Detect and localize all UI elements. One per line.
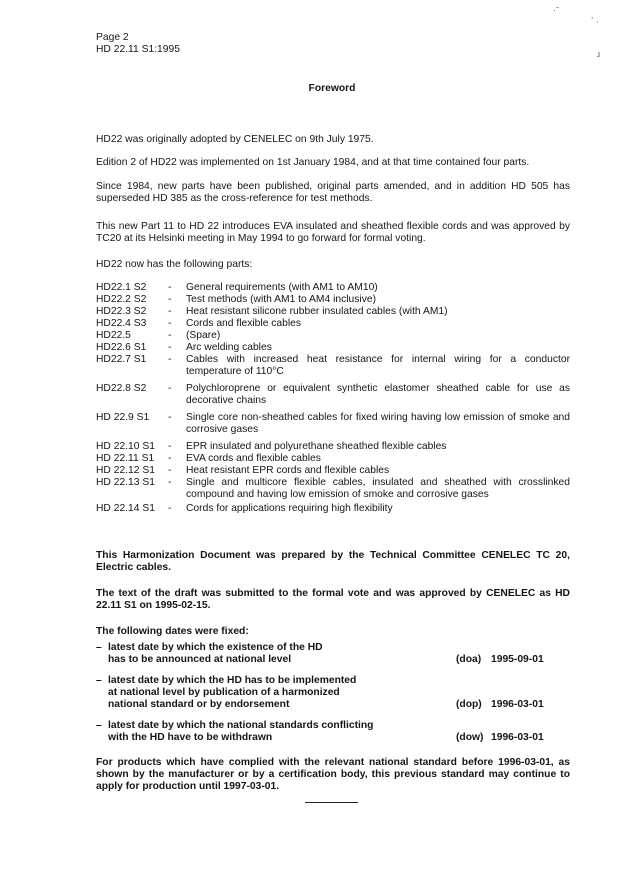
part-description: Polychloroprene or equivalent synthetic elastomer sheathed cable for use as decorative chains xyxy=(186,383,570,406)
part-dash: - xyxy=(168,282,172,293)
part-code: HD 22.10 S1 xyxy=(96,441,155,452)
part-dash: - xyxy=(168,306,172,317)
part-dash: - xyxy=(168,477,172,488)
part-description: Test methods (with AM1 to AM4 inclusive) xyxy=(186,294,376,305)
part-description: Cords for applications requiring high flexibility xyxy=(186,503,393,514)
parts-list xyxy=(96,282,576,515)
scan-mark: ·ˉ xyxy=(553,5,559,15)
part-description: Cables with increased heat resistance for internal wiring for a conductor temperature of 110°C xyxy=(186,354,570,377)
part-description: EVA cords and flexible cables xyxy=(186,453,321,464)
part-code: HD22.1 S2 xyxy=(96,282,147,293)
part-row xyxy=(96,453,576,465)
date-row-dow xyxy=(96,720,576,744)
foreword-title: Foreword xyxy=(308,83,356,94)
part-code: HD 22.14 S1 xyxy=(96,503,155,514)
paragraph-formal-vote: The text of the draft was submitted to the formal vote and was approved by CENELEC as HD 22.11 S1 on 1995-02-15. xyxy=(96,588,570,611)
date-description xyxy=(108,675,408,711)
part-code: HD22.8 S2 xyxy=(96,383,147,394)
date-description xyxy=(108,642,408,666)
scan-mark: ɹ xyxy=(597,49,600,59)
paragraph-since-1984: Since 1984, new parts have been published, original parts amended, and in addition HD 505 has superseded HD 385 as the cross-reference for test methods. xyxy=(96,181,570,204)
part-row xyxy=(96,354,576,378)
date-line: has to be announced at national level xyxy=(108,654,292,665)
part-row xyxy=(96,282,576,294)
part-row xyxy=(96,503,576,515)
part-row xyxy=(96,342,576,354)
date-value: 1996-03-01 xyxy=(491,732,544,743)
part-dash: - xyxy=(168,412,172,423)
date-code: (dow) xyxy=(456,732,484,743)
part-description: (Spare) xyxy=(186,330,221,341)
part-dash: - xyxy=(168,465,172,476)
date-line: latest date by which the national standards conflicting xyxy=(108,720,374,731)
part-description: Heat resistant silicone rubber insulated cables (with AM1) xyxy=(186,306,448,317)
part-description: EPR insulated and polyurethane sheathed flexible cables xyxy=(186,441,447,452)
part-row xyxy=(96,306,576,318)
date-code: (dop) xyxy=(456,699,482,710)
part-code: HD 22.11 S1 xyxy=(96,453,155,464)
part-row xyxy=(96,383,576,407)
document-id: HD 22.11 S1:1995 xyxy=(96,44,180,55)
date-bullet: – xyxy=(96,675,102,686)
part-row xyxy=(96,318,576,330)
dates-list xyxy=(96,642,576,744)
date-line: with the HD have to be withdrawn xyxy=(108,732,273,743)
part-row xyxy=(96,477,576,501)
paragraph-dates-intro: The following dates were fixed: xyxy=(96,626,249,637)
paragraph-previous-standard: For products which have complied with the relevant national standard before 1996-03-01, as shown by the manufacturer or by a certification body, this previous standard may continue to apply for production until 1997-03-01. xyxy=(96,757,570,792)
date-line: latest date by which the existence of the HD xyxy=(108,642,323,653)
part-dash: - xyxy=(168,318,172,329)
part-description: Heat resistant EPR cords and flexible cables xyxy=(186,465,390,476)
part-row xyxy=(96,412,576,436)
part-code: HD22.5 xyxy=(96,330,131,341)
paragraph-part-11: This new Part 11 to HD 22 introduces EVA insulated and sheathed flexible cords and was approved by TC20 at its Helsinki meeting in May 1994 to go forward for formal voting. xyxy=(96,221,570,244)
closing-rule xyxy=(305,802,358,803)
part-description: Arc welding cables xyxy=(186,342,272,353)
paragraph-adoption: HD22 was originally adopted by CENELEC on 9th July 1975. xyxy=(96,134,374,145)
part-code: HD 22.12 S1 xyxy=(96,465,155,476)
date-code: (doa) xyxy=(456,654,482,665)
paragraph-parts-intro: HD22 now has the following parts: xyxy=(96,259,253,270)
date-row-dop xyxy=(96,675,576,711)
part-row xyxy=(96,465,576,477)
part-description: Single core non-sheathed cables for fixed wiring having low emission of smoke and corrosive gases xyxy=(186,412,570,435)
part-code: HD 22.13 S1 xyxy=(96,477,155,488)
part-code: HD22.3 S2 xyxy=(96,306,147,317)
date-line: latest date by which the HD has to be implemented xyxy=(108,675,357,686)
scan-mark: ⸱ ˎ xyxy=(591,13,599,23)
date-bullet: – xyxy=(96,642,102,653)
part-dash: - xyxy=(168,503,172,514)
date-line: national standard or by endorsement xyxy=(108,699,290,710)
part-dash: - xyxy=(168,354,172,365)
date-row-doa xyxy=(96,642,576,666)
part-code: HD22.7 S1 xyxy=(96,354,147,365)
part-description: Single and multicore flexible cables, insulated and sheathed with crosslinked compound and having low emission of smoke and corrosive gases xyxy=(186,477,570,500)
page-number: Page 2 xyxy=(96,32,129,43)
paragraph-harmonization: This Harmonization Document was prepared by the Technical Committee CENELEC TC 20, Electric cables. xyxy=(96,550,570,573)
date-value: 1995-09-01 xyxy=(491,654,544,665)
part-dash: - xyxy=(168,383,172,394)
part-dash: - xyxy=(168,342,172,353)
date-description xyxy=(108,720,408,744)
part-dash: - xyxy=(168,294,172,305)
part-description: General requirements (with AM1 to AM10) xyxy=(186,282,378,293)
paragraph-edition-2: Edition 2 of HD22 was implemented on 1st January 1984, and at that time contained four parts. xyxy=(96,157,530,168)
part-code: HD22.4 S3 xyxy=(96,318,147,329)
part-row xyxy=(96,294,576,306)
part-code: HD22.6 S1 xyxy=(96,342,147,353)
part-description: Cords and flexible cables xyxy=(186,318,302,329)
part-row xyxy=(96,330,576,342)
part-row xyxy=(96,441,576,453)
part-dash: - xyxy=(168,453,172,464)
part-code: HD 22.9 S1 xyxy=(96,412,150,423)
part-dash: - xyxy=(168,330,172,341)
part-dash: - xyxy=(168,441,172,452)
date-value: 1996-03-01 xyxy=(491,699,544,710)
date-line: at national level by publication of a harmonized xyxy=(108,687,340,698)
date-bullet: – xyxy=(96,720,102,731)
part-code: HD22.2 S2 xyxy=(96,294,147,305)
